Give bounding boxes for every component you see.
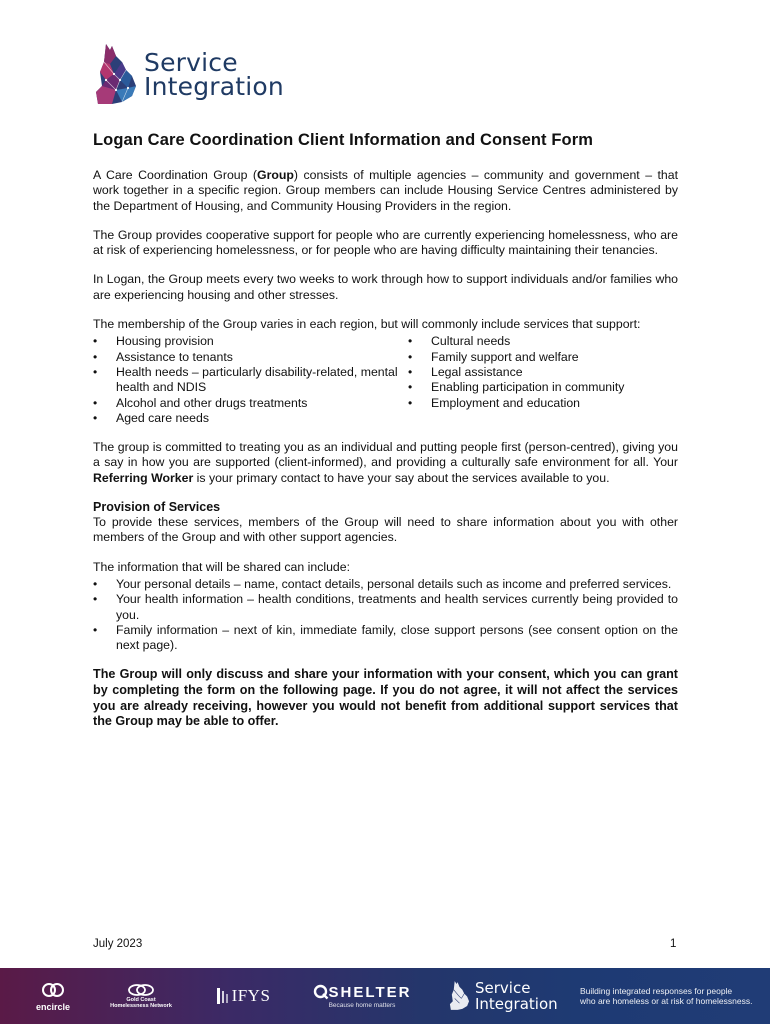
logo-wordmark xyxy=(144,48,284,101)
banner-si-line-1: Service xyxy=(475,979,531,997)
list-item: • Assistance to tenants xyxy=(93,350,408,365)
referring-worker-term: Referring Worker xyxy=(93,470,194,485)
gold-coast-name: Gold Coast Homelessness Network xyxy=(110,997,172,1009)
support-paragraph: The Group provides cooperative support for people who are currently experiencing homelessness, who are at risk of experiencing homelessness, or for people who are having difficulty maintaining their tenancies. xyxy=(93,227,678,258)
service-integration-banner-logo xyxy=(448,968,576,1024)
list-item: • Legal assistance xyxy=(408,365,678,380)
footer-date: July 2023 xyxy=(93,938,143,950)
list-item: • Alcohol and other drugs treatments xyxy=(93,396,408,411)
list-item: • Aged care needs xyxy=(93,411,408,426)
support-services-list xyxy=(93,334,678,426)
group-term: Group xyxy=(257,168,294,182)
queensland-map-icon xyxy=(92,42,138,108)
shelter-name: SHELTER xyxy=(328,983,412,1001)
list-item: • Family support and welfare xyxy=(408,350,678,365)
encircle-logo xyxy=(28,968,78,1024)
shared-info-intro: The information that will be shared can include: xyxy=(93,559,351,574)
ifys-logo xyxy=(212,968,274,1024)
list-item: • Your health information – health conditions, treatments and health services currently being provided to you. xyxy=(93,592,678,623)
ifys-name: IFYS xyxy=(231,986,271,1005)
section-heading: Provision of Services xyxy=(93,500,221,515)
membership-paragraph: The membership of the Group varies in each region, but will commonly include services that support: xyxy=(93,317,641,332)
page-number: 1 xyxy=(670,938,677,950)
list-item: • Cultural needs xyxy=(408,334,678,349)
intro-paragraph: A Care Coordination Group (Group) consists of multiple agencies – community and government – that work together in a specific region. Group members can include Housing Service Centres administered by the Department of Housing, and Community Housing Providers in the region. xyxy=(93,168,679,213)
list-item: • Enabling participation in community xyxy=(408,380,678,395)
rings-icon xyxy=(126,983,156,997)
list-item: • Your personal details – name, contact details, personal details such as income and preferred services. xyxy=(93,577,678,592)
logan-paragraph: In Logan, the Group meets every two weeks to work through how to support individuals and/or families who are experiencing housing and other stresses. xyxy=(93,272,678,302)
support-list-column-1 xyxy=(93,334,408,426)
banner-si-line-2: Integration xyxy=(475,995,558,1013)
shared-info-list xyxy=(93,577,678,653)
ifys-mark-icon xyxy=(216,987,230,1005)
banner-tagline xyxy=(580,968,760,1024)
logo-line-2: Integration xyxy=(144,72,284,101)
partner-banner xyxy=(0,968,770,1024)
shelter-q-icon xyxy=(313,984,329,1000)
list-item: • Employment and education xyxy=(408,396,678,411)
list-item: • Housing provision xyxy=(93,334,408,349)
provision-paragraph: To provide these services, members of the Group will need to share information about you with other members of the Group and with other support agencies. xyxy=(93,515,678,545)
logo-line-1: Service xyxy=(144,48,238,77)
shelter-logo xyxy=(312,968,412,1024)
document-body xyxy=(93,130,678,744)
tagline-line-2: who are homeless or at risk of homelessness. xyxy=(580,996,753,1006)
support-list-column-2 xyxy=(408,334,678,426)
tagline-line-1: Building integrated responses for people xyxy=(580,986,733,996)
document-title: Logan Care Coordination Client Information and Consent Form xyxy=(93,131,593,149)
encircle-name: encircle xyxy=(35,1002,71,1012)
gold-coast-logo xyxy=(110,968,172,1024)
encircle-icon xyxy=(41,980,65,1000)
consent-statement: The Group will only discuss and share your information with your consent, which you can grant by completing the form on the following page. If you do not agree, it will not affect the services you are already receiving, however you would not benefit from additional support services that the Group may be able to offer. xyxy=(93,667,678,729)
list-item: • Health needs – particularly disability-related, mental health and NDIS xyxy=(93,365,408,396)
service-integration-logo xyxy=(92,42,322,108)
queensland-map-icon xyxy=(448,979,470,1013)
person-centred-paragraph: The group is committed to treating you as an individual and putting people first (person-centred), giving you a say in how you are supported (client-informed), and providing a culturally safe environment for all. Your Referring Worker is your primary contact to have your say about the services available to you. xyxy=(93,440,678,485)
list-item: • Family information – next of kin, immediate family, close support persons (see consent option on the next page). xyxy=(93,623,678,654)
shelter-tagline: Because home matters xyxy=(328,1001,396,1009)
